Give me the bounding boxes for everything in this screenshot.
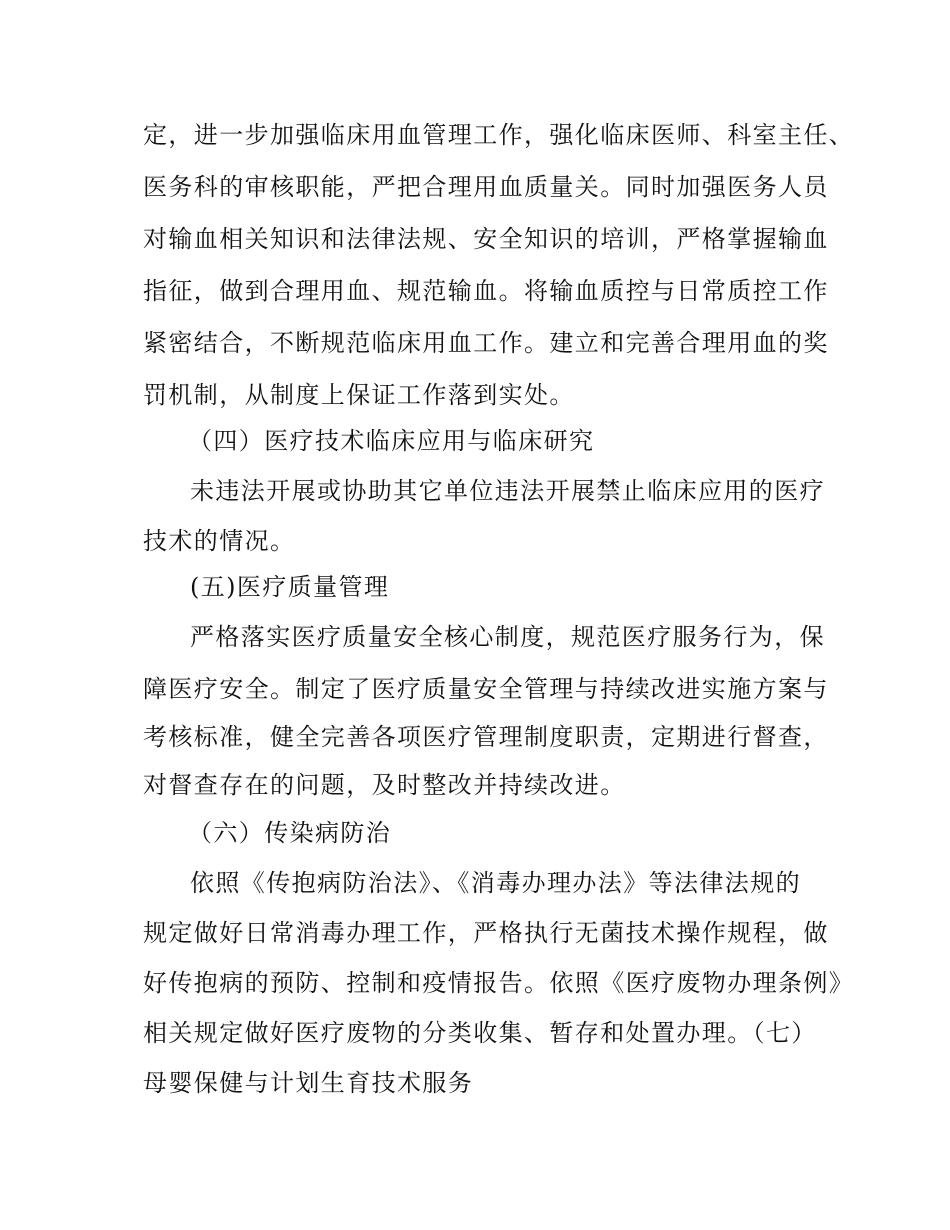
paragraph-line: 相关规定做好医疗废物的分类收集、暂存和处置办理。（七） [143,1019,817,1047]
paragraph-line: 对输血相关知识和法律法规、安全知识的培训，严格掌握输血 [143,225,829,253]
paragraph-line: 好传抱病的预防、控制和疫情报告。依照《医疗废物办理条例》 [143,969,855,997]
paragraph-line: 严格落实医疗质量安全核心制度，规范医疗服务行为，保 [190,623,825,651]
section-heading-four: （四）医疗技术临床应用与临床研究 [188,427,595,455]
paragraph-line: 技术的情况。 [143,527,296,555]
paragraph-line: 指征，做到合理用血、规范输血。将输血质控与日常质控工作 [143,277,829,305]
section-heading-six: （六）传染病防治 [188,819,392,847]
section-heading-five: (五)医疗质量管理 [190,573,390,601]
paragraph-line: 母婴保健与计划生育技术服务 [143,1069,474,1097]
paragraph-line: 紧密结合，不断规范临床用血工作。建立和完善合理用血的奖 [143,329,829,357]
paragraph-line: 考核标准，健全完善各项医疗管理制度职责，定期进行督查， [143,723,829,751]
paragraph-line: 规定做好日常消毒办理工作，严格执行无菌技术操作规程，做 [143,919,829,947]
paragraph-line: 对督查存在的问题，及时整改并持续改进。 [143,771,626,799]
paragraph-line: 定，进一步加强临床用血管理工作，强化临床医师、科室主任、 [143,121,855,149]
paragraph-line: 未违法开展或协助其它单位违法开展禁止临床应用的医疗 [190,477,825,505]
paragraph-line: 医务科的审核职能，严把合理用血质量关。同时加强医务人员 [143,173,829,201]
paragraph-line: 依照《传抱病防治法》、《消毒办理办法》等法律法规的 [190,869,801,897]
paragraph-line: 障医疗安全。制定了医疗质量安全管理与持续改进实施方案与 [143,675,829,703]
paragraph-line: 罚机制，从制度上保证工作落到实处。 [143,381,575,409]
